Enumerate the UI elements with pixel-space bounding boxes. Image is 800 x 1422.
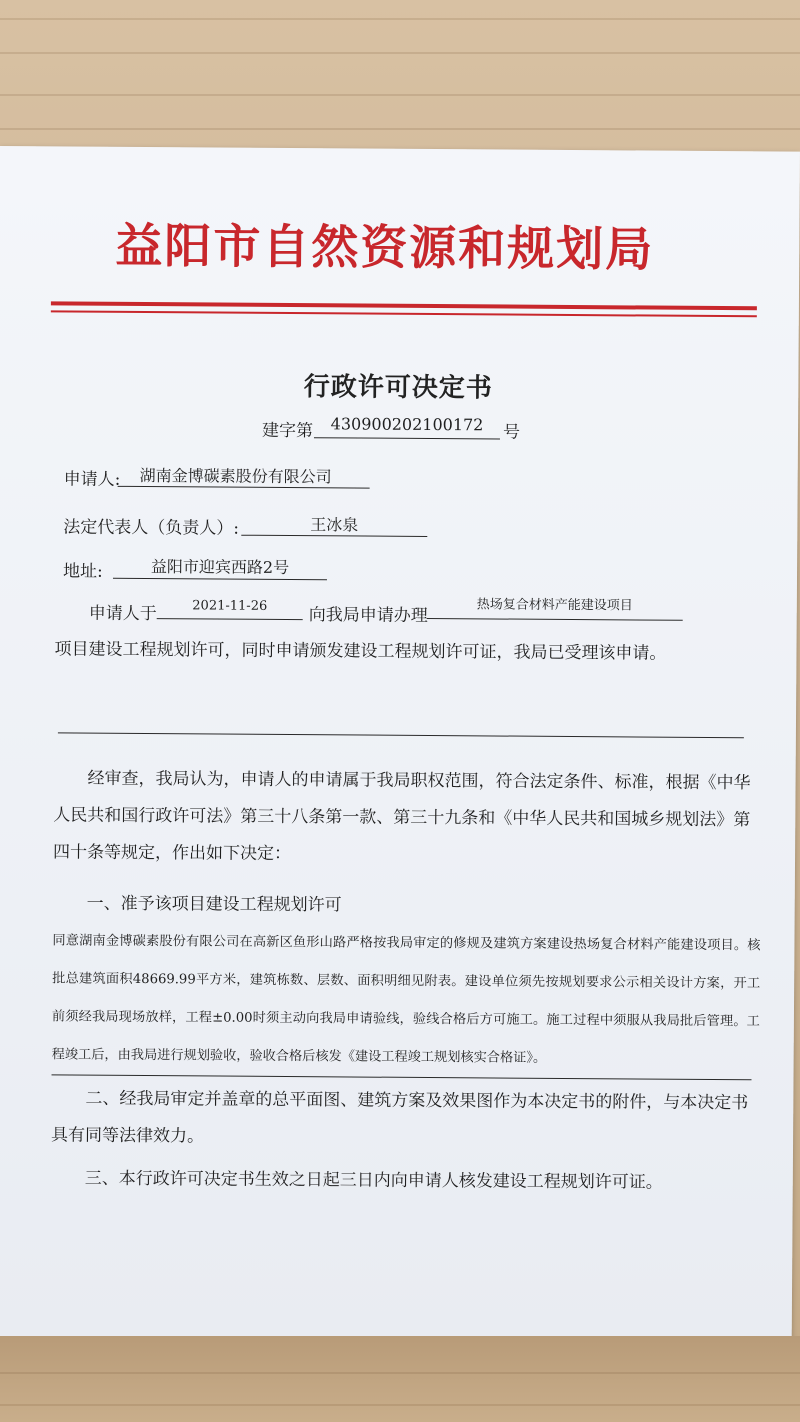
application-text-3: 项目建设工程规划许可，同时申请颁发建设工程规划许可证，我局已受理该申请。 xyxy=(54,639,667,664)
doc-number-underline xyxy=(314,437,500,439)
project-name-underline xyxy=(427,618,683,621)
wood-grain xyxy=(0,1372,800,1374)
legal-rep-underline xyxy=(241,535,427,537)
wood-grain xyxy=(0,128,800,130)
application-date-underline xyxy=(157,618,303,620)
applicant-label: 申请人: xyxy=(63,469,121,490)
document-title: 行政许可决定书 xyxy=(303,372,493,404)
letterhead-rule-thin xyxy=(51,310,757,317)
review-paragraph: 经审查，我局认为，申请人的申请属于我局职权范围，符合法定条件、标准，根据《中华人民共和国行政许可法》第三十八条第一款、第三十九条和《中华人民共和国城乡规划法》第四十条等规定，作出如下决定： xyxy=(53,768,751,865)
address-underline xyxy=(113,578,327,580)
letterhead-rule-thick xyxy=(51,301,757,310)
letterhead: 益阳市自然资源和规划局 xyxy=(115,218,655,278)
blank-rule xyxy=(58,732,744,738)
address-label: 地址: xyxy=(62,561,103,582)
project-name: 热场复合材料产能建设项目 xyxy=(476,597,633,614)
item-1-detail: 同意湖南金博碳素股份有限公司在高新区鱼形山路严格按我局审定的修规及建筑方案建设热场复合材料产能建设项目。核批总建筑面积48669.99平方米，建筑栋数、层数、面积明细见附表。建设单位须先按规划要求公示相关设计方案，开工前须经我局现场放样，工程±0.00时须主动向我局申请验线，验线合格后方可施工。施工过程中须服从我局批后管理。工程竣工后，由我局进行规划验收，验收合格后核发《建设工程竣工规划核实合格证》。 xyxy=(51,933,761,1066)
legal-rep-label: 法定代表人（负责人）: xyxy=(63,517,240,539)
item-3-paragraph: 三、本行政许可决定书生效之日起三日内向申请人核发建设工程规划许可证。 xyxy=(84,1168,663,1193)
wood-grain xyxy=(0,94,800,96)
application-text-1: 申请人于 xyxy=(88,603,157,625)
wood-grain xyxy=(0,18,800,20)
doc-number-suffix: 号 xyxy=(502,422,521,443)
document-sheet xyxy=(0,146,800,1342)
address-value: 益阳市迎宾西路2号 xyxy=(150,557,290,578)
applicant-value: 湖南金博碳素股份有限公司 xyxy=(139,465,332,487)
wood-grain xyxy=(0,52,800,54)
application-date: 2021-11-26 xyxy=(192,598,268,614)
doc-number-value: 430900202100172 xyxy=(330,414,484,435)
wood-grain xyxy=(0,1404,800,1406)
legal-rep-value: 王冰泉 xyxy=(310,515,359,535)
item-1-heading: 一、准予该项目建设工程规划许可 xyxy=(86,893,342,916)
table-surface xyxy=(0,1336,800,1422)
doc-number-prefix: 建字第 xyxy=(261,420,314,442)
application-text-2: 向我局申请办理 xyxy=(308,605,428,626)
item-2-paragraph: 二、经我局审定并盖章的总平面图、建筑方案及效果图作为本决定书的附件，与本决定书具有同等法律效力。 xyxy=(51,1088,749,1147)
